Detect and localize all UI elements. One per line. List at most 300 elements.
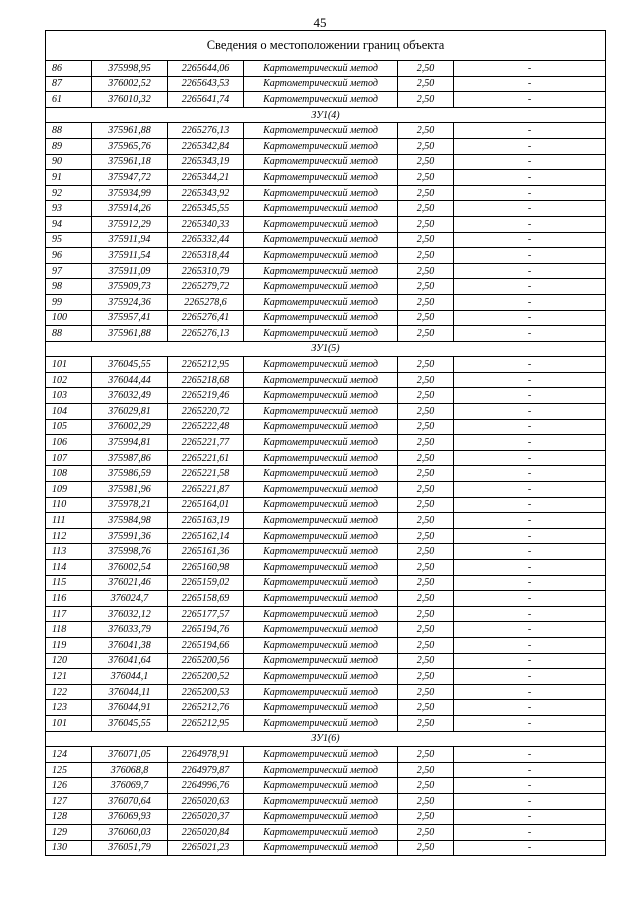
y-coordinate-cell: 2265200,56 [168,653,244,669]
x-coordinate-cell: 375914,26 [92,201,168,217]
method-cell: Картометрический метод [244,92,398,108]
y-coordinate-cell: 2265222,48 [168,419,244,435]
y-coordinate-cell: 2265218,68 [168,372,244,388]
point-number-cell: 99 [46,294,92,310]
accuracy-cell: 2,50 [398,232,454,248]
y-coordinate-cell: 2265310,79 [168,263,244,279]
point-number-cell: 92 [46,185,92,201]
y-coordinate-cell: 2265161,36 [168,544,244,560]
description-cell: - [454,622,606,638]
description-cell: - [454,294,606,310]
y-coordinate-cell: 2265221,77 [168,435,244,451]
table-row [46,404,606,420]
table-row [46,450,606,466]
table-row [46,747,606,763]
y-coordinate-cell: 2265212,95 [168,715,244,731]
description-cell: - [454,684,606,700]
x-coordinate-cell: 376044,1 [92,669,168,685]
accuracy-cell: 2,50 [398,825,454,841]
y-coordinate-cell: 2265219,46 [168,388,244,404]
y-coordinate-cell: 2265318,44 [168,248,244,264]
method-cell: Картометрический метод [244,357,398,373]
description-cell: - [454,263,606,279]
method-cell: Картометрический метод [244,76,398,92]
table-row [46,575,606,591]
point-number-cell: 113 [46,544,92,560]
method-cell: Картометрический метод [244,388,398,404]
section-header-row [46,107,606,123]
accuracy-cell: 2,50 [398,326,454,342]
description-cell: - [454,653,606,669]
x-coordinate-cell: 376070,64 [92,793,168,809]
point-number-cell: 88 [46,326,92,342]
table-row [46,138,606,154]
table-row [46,684,606,700]
accuracy-cell: 2,50 [398,497,454,513]
y-coordinate-cell: 2265221,87 [168,482,244,498]
method-cell: Картометрический метод [244,591,398,607]
method-cell: Картометрический метод [244,622,398,638]
y-coordinate-cell: 2265641,74 [168,92,244,108]
method-cell: Картометрический метод [244,435,398,451]
point-number-cell: 120 [46,653,92,669]
method-cell: Картометрический метод [244,544,398,560]
y-coordinate-cell: 2265159,02 [168,575,244,591]
table-row [46,528,606,544]
method-cell: Картометрический метод [244,606,398,622]
table-row [46,248,606,264]
table-row [46,497,606,513]
y-coordinate-cell: 2265279,72 [168,279,244,295]
description-cell: - [454,715,606,731]
method-cell: Картометрический метод [244,138,398,154]
point-number-cell: 107 [46,450,92,466]
point-number-cell: 86 [46,61,92,77]
table-row [46,61,606,77]
table-row [46,388,606,404]
accuracy-cell: 2,50 [398,279,454,295]
table-row [46,637,606,653]
point-number-cell: 118 [46,622,92,638]
accuracy-cell: 2,50 [398,513,454,529]
method-cell: Картометрический метод [244,154,398,170]
description-cell: - [454,326,606,342]
table-row [46,669,606,685]
x-coordinate-cell: 375911,94 [92,232,168,248]
point-number-cell: 96 [46,248,92,264]
table-row [46,825,606,841]
point-number-cell: 105 [46,419,92,435]
x-coordinate-cell: 375998,76 [92,544,168,560]
description-cell: - [454,560,606,576]
accuracy-cell: 2,50 [398,185,454,201]
accuracy-cell: 2,50 [398,669,454,685]
x-coordinate-cell: 375911,54 [92,248,168,264]
x-coordinate-cell: 375924,36 [92,294,168,310]
y-coordinate-cell: 2265644,06 [168,61,244,77]
y-coordinate-cell: 2265162,14 [168,528,244,544]
y-coordinate-cell: 2265158,69 [168,591,244,607]
method-cell: Картометрический метод [244,263,398,279]
table-row [46,154,606,170]
description-cell: - [454,138,606,154]
section-label: ЗУ1(5) [46,341,606,357]
description-cell: - [454,778,606,794]
method-cell: Картометрический метод [244,450,398,466]
accuracy-cell: 2,50 [398,575,454,591]
description-cell: - [454,185,606,201]
point-number-cell: 119 [46,637,92,653]
x-coordinate-cell: 376002,52 [92,76,168,92]
x-coordinate-cell: 376045,55 [92,357,168,373]
x-coordinate-cell: 376032,12 [92,606,168,622]
method-cell: Картометрический метод [244,248,398,264]
point-number-cell: 121 [46,669,92,685]
point-number-cell: 100 [46,310,92,326]
y-coordinate-cell: 2265221,58 [168,466,244,482]
table-row [46,419,606,435]
y-coordinate-cell: 2265177,57 [168,606,244,622]
table-row [46,310,606,326]
table-row [46,560,606,576]
description-cell: - [454,216,606,232]
description-cell: - [454,513,606,529]
table-body [46,31,606,856]
x-coordinate-cell: 375961,18 [92,154,168,170]
description-cell: - [454,809,606,825]
method-cell: Картометрический метод [244,747,398,763]
point-number-cell: 117 [46,606,92,622]
table-row [46,294,606,310]
point-number-cell: 112 [46,528,92,544]
description-cell: - [454,123,606,139]
point-number-cell: 127 [46,793,92,809]
description-cell: - [454,591,606,607]
y-coordinate-cell: 2265343,19 [168,154,244,170]
table-row [46,279,606,295]
y-coordinate-cell: 2265020,63 [168,793,244,809]
description-cell: - [454,482,606,498]
point-number-cell: 129 [46,825,92,841]
method-cell: Картометрический метод [244,809,398,825]
method-cell: Картометрический метод [244,279,398,295]
accuracy-cell: 2,50 [398,419,454,435]
accuracy-cell: 2,50 [398,138,454,154]
method-cell: Картометрический метод [244,637,398,653]
x-coordinate-cell: 375934,99 [92,185,168,201]
table-row [46,482,606,498]
method-cell: Картометрический метод [244,669,398,685]
description-cell: - [454,793,606,809]
y-coordinate-cell: 2265220,72 [168,404,244,420]
method-cell: Картометрический метод [244,123,398,139]
x-coordinate-cell: 375957,41 [92,310,168,326]
method-cell: Картометрический метод [244,170,398,186]
description-cell: - [454,669,606,685]
method-cell: Картометрический метод [244,497,398,513]
accuracy-cell: 2,50 [398,154,454,170]
point-number-cell: 111 [46,513,92,529]
x-coordinate-cell: 376044,11 [92,684,168,700]
y-coordinate-cell: 2264978,91 [168,747,244,763]
x-coordinate-cell: 375981,96 [92,482,168,498]
table-row [46,435,606,451]
section-header-row [46,731,606,747]
boundary-coordinates-table [45,30,606,856]
description-cell: - [454,606,606,622]
description-cell: - [454,466,606,482]
point-number-cell: 114 [46,560,92,576]
accuracy-cell: 2,50 [398,76,454,92]
point-number-cell: 97 [46,263,92,279]
accuracy-cell: 2,50 [398,778,454,794]
point-number-cell: 94 [46,216,92,232]
x-coordinate-cell: 376045,55 [92,715,168,731]
method-cell: Картометрический метод [244,201,398,217]
y-coordinate-cell: 2265194,66 [168,637,244,653]
point-number-cell: 123 [46,700,92,716]
y-coordinate-cell: 2265276,41 [168,310,244,326]
y-coordinate-cell: 2265163,19 [168,513,244,529]
description-cell: - [454,170,606,186]
point-number-cell: 103 [46,388,92,404]
table-row [46,606,606,622]
accuracy-cell: 2,50 [398,793,454,809]
method-cell: Картометрический метод [244,404,398,420]
description-cell: - [454,232,606,248]
section-header-row [46,341,606,357]
y-coordinate-cell: 2265643,53 [168,76,244,92]
section-label: ЗУ1(6) [46,731,606,747]
x-coordinate-cell: 375961,88 [92,123,168,139]
table-row [46,185,606,201]
table-row [46,372,606,388]
description-cell: - [454,575,606,591]
table-row [46,762,606,778]
point-number-cell: 125 [46,762,92,778]
accuracy-cell: 2,50 [398,637,454,653]
accuracy-cell: 2,50 [398,372,454,388]
method-cell: Картометрический метод [244,653,398,669]
x-coordinate-cell: 375961,88 [92,326,168,342]
point-number-cell: 95 [46,232,92,248]
accuracy-cell: 2,50 [398,450,454,466]
method-cell: Картометрический метод [244,61,398,77]
description-cell: - [454,840,606,856]
y-coordinate-cell: 2265343,92 [168,185,244,201]
method-cell: Картометрический метод [244,216,398,232]
x-coordinate-cell: 376041,38 [92,637,168,653]
x-coordinate-cell: 376069,93 [92,809,168,825]
y-coordinate-cell: 2265221,61 [168,450,244,466]
point-number-cell: 116 [46,591,92,607]
table-row [46,809,606,825]
description-cell: - [454,700,606,716]
accuracy-cell: 2,50 [398,388,454,404]
method-cell: Картометрический метод [244,372,398,388]
y-coordinate-cell: 2265164,01 [168,497,244,513]
point-number-cell: 110 [46,497,92,513]
table-row [46,170,606,186]
table-row [46,123,606,139]
y-coordinate-cell: 2265342,84 [168,138,244,154]
accuracy-cell: 2,50 [398,92,454,108]
description-cell: - [454,154,606,170]
table-row [46,591,606,607]
method-cell: Картометрический метод [244,482,398,498]
x-coordinate-cell: 375978,21 [92,497,168,513]
table-row [46,326,606,342]
table-row [46,232,606,248]
method-cell: Картометрический метод [244,419,398,435]
x-coordinate-cell: 376060,03 [92,825,168,841]
table-row [46,653,606,669]
table-row [46,700,606,716]
description-cell: - [454,92,606,108]
table-row [46,263,606,279]
y-coordinate-cell: 2265200,53 [168,684,244,700]
method-cell: Картометрический метод [244,466,398,482]
method-cell: Картометрический метод [244,840,398,856]
accuracy-cell: 2,50 [398,809,454,825]
y-coordinate-cell: 2264979,87 [168,762,244,778]
y-coordinate-cell: 2265212,95 [168,357,244,373]
accuracy-cell: 2,50 [398,357,454,373]
x-coordinate-cell: 375984,98 [92,513,168,529]
x-coordinate-cell: 376044,44 [92,372,168,388]
description-cell: - [454,497,606,513]
y-coordinate-cell: 2265340,33 [168,216,244,232]
accuracy-cell: 2,50 [398,294,454,310]
table-title-row [46,31,606,61]
accuracy-cell: 2,50 [398,684,454,700]
x-coordinate-cell: 376032,49 [92,388,168,404]
method-cell: Картометрический метод [244,778,398,794]
y-coordinate-cell: 2265200,52 [168,669,244,685]
point-number-cell: 61 [46,92,92,108]
method-cell: Картометрический метод [244,232,398,248]
table-row [46,357,606,373]
description-cell: - [454,825,606,841]
y-coordinate-cell: 2265212,76 [168,700,244,716]
description-cell: - [454,372,606,388]
method-cell: Картометрический метод [244,793,398,809]
description-cell: - [454,450,606,466]
accuracy-cell: 2,50 [398,622,454,638]
x-coordinate-cell: 375994,81 [92,435,168,451]
accuracy-cell: 2,50 [398,170,454,186]
description-cell: - [454,248,606,264]
point-number-cell: 109 [46,482,92,498]
accuracy-cell: 2,50 [398,840,454,856]
accuracy-cell: 2,50 [398,482,454,498]
description-cell: - [454,357,606,373]
method-cell: Картометрический метод [244,762,398,778]
y-coordinate-cell: 2265345,55 [168,201,244,217]
page-number: 45 [313,15,327,30]
point-number-cell: 108 [46,466,92,482]
point-number-cell: 124 [46,747,92,763]
point-number-cell: 98 [46,279,92,295]
accuracy-cell: 2,50 [398,653,454,669]
x-coordinate-cell: 376002,54 [92,560,168,576]
method-cell: Картометрический метод [244,700,398,716]
description-cell: - [454,544,606,560]
point-number-cell: 128 [46,809,92,825]
x-coordinate-cell: 375909,73 [92,279,168,295]
description-cell: - [454,201,606,217]
table-row [46,793,606,809]
x-coordinate-cell: 375986,59 [92,466,168,482]
accuracy-cell: 2,50 [398,747,454,763]
x-coordinate-cell: 376024,7 [92,591,168,607]
point-number-cell: 101 [46,357,92,373]
accuracy-cell: 2,50 [398,404,454,420]
accuracy-cell: 2,50 [398,591,454,607]
x-coordinate-cell: 375991,36 [92,528,168,544]
table-row [46,92,606,108]
point-number-cell: 106 [46,435,92,451]
method-cell: Картометрический метод [244,185,398,201]
accuracy-cell: 2,50 [398,560,454,576]
point-number-cell: 130 [46,840,92,856]
method-cell: Картометрический метод [244,715,398,731]
description-cell: - [454,637,606,653]
accuracy-cell: 2,50 [398,216,454,232]
accuracy-cell: 2,50 [398,61,454,77]
description-cell: - [454,762,606,778]
table-title: Сведения о местоположении границ объекта [46,31,606,61]
x-coordinate-cell: 375911,09 [92,263,168,279]
point-number-cell: 104 [46,404,92,420]
accuracy-cell: 2,50 [398,762,454,778]
y-coordinate-cell: 2265276,13 [168,326,244,342]
x-coordinate-cell: 375998,95 [92,61,168,77]
x-coordinate-cell: 376068,8 [92,762,168,778]
description-cell: - [454,61,606,77]
description-cell: - [454,747,606,763]
x-coordinate-cell: 376041,64 [92,653,168,669]
point-number-cell: 88 [46,123,92,139]
accuracy-cell: 2,50 [398,606,454,622]
x-coordinate-cell: 376044,91 [92,700,168,716]
x-coordinate-cell: 376033,79 [92,622,168,638]
accuracy-cell: 2,50 [398,263,454,279]
table-row [46,201,606,217]
y-coordinate-cell: 2264996,76 [168,778,244,794]
accuracy-cell: 2,50 [398,248,454,264]
y-coordinate-cell: 2265021,23 [168,840,244,856]
x-coordinate-cell: 375912,29 [92,216,168,232]
x-coordinate-cell: 376010,32 [92,92,168,108]
description-cell: - [454,404,606,420]
description-cell: - [454,388,606,404]
y-coordinate-cell: 2265278,6 [168,294,244,310]
x-coordinate-cell: 375947,72 [92,170,168,186]
point-number-cell: 90 [46,154,92,170]
method-cell: Картометрический метод [244,310,398,326]
description-cell: - [454,419,606,435]
x-coordinate-cell: 375965,76 [92,138,168,154]
point-number-cell: 87 [46,76,92,92]
accuracy-cell: 2,50 [398,310,454,326]
accuracy-cell: 2,50 [398,528,454,544]
accuracy-cell: 2,50 [398,201,454,217]
point-number-cell: 101 [46,715,92,731]
method-cell: Картометрический метод [244,513,398,529]
point-number-cell: 93 [46,201,92,217]
method-cell: Картометрический метод [244,326,398,342]
